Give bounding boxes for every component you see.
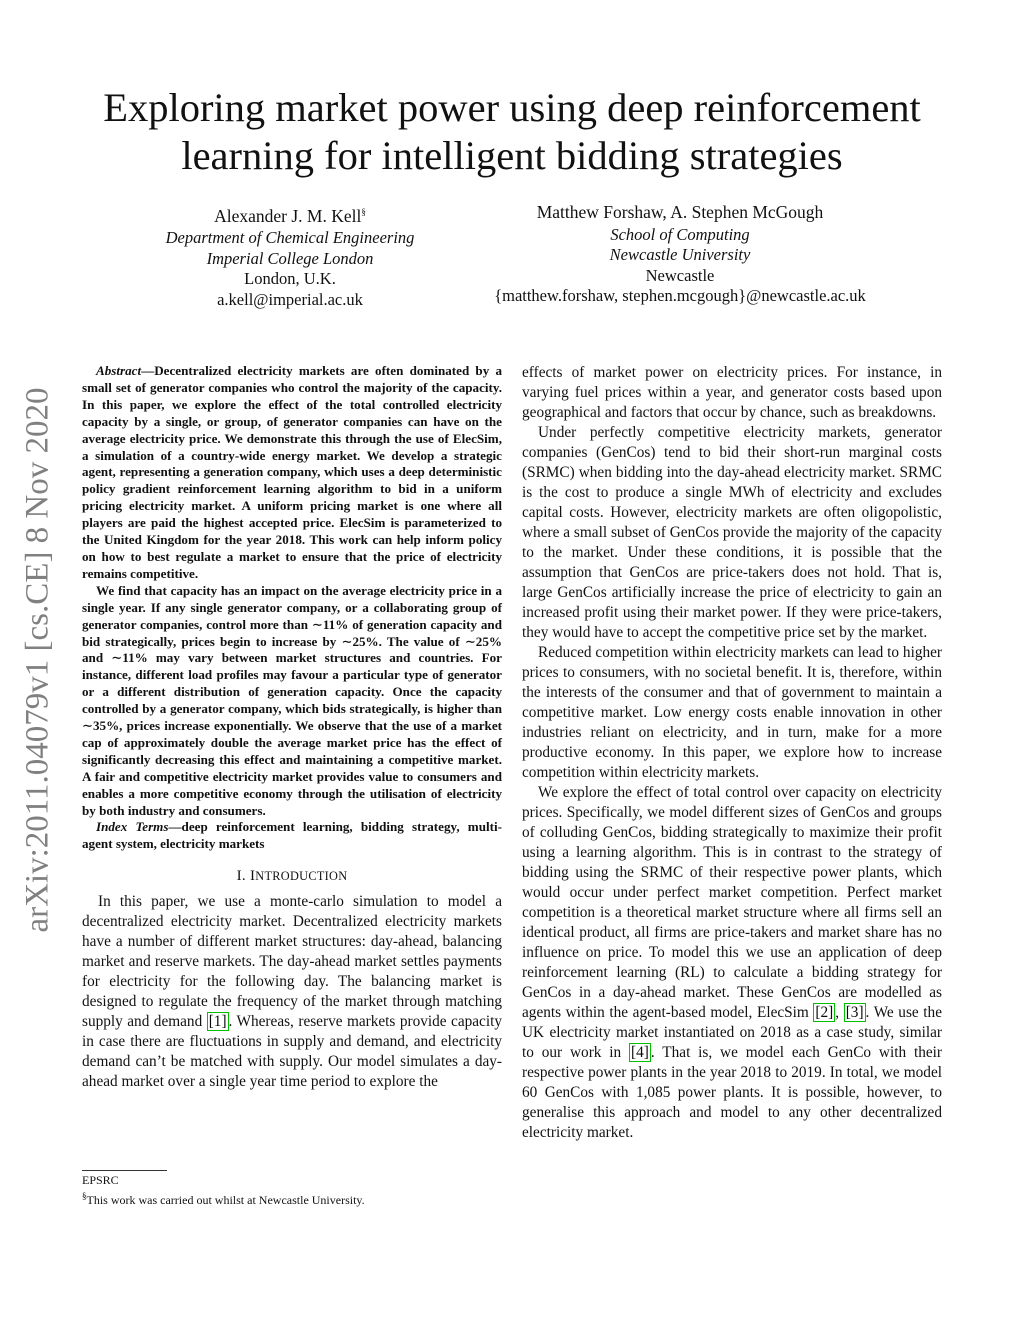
index-terms: —deep reinforcement learning, bidding strategy, multi-agent system, electricity markets bbox=[82, 819, 502, 852]
abstract-paragraph-2: We find that capacity has an impact on the average electricity price in a single year. If any single generator company, or a collaborating group of generator companies, control more than ∼11% of generation capacity and bid strategically, prices begin to increase by ∼25%. The value of ∼25% and ∼11% may vary between market structures and countries. For instance, different load profiles may favour a particular type of generator or a different distribution of generation capacity. Once the capacity controlled by a generator company, which bids strategically, is higher than ∼35%, prices increase exponentially. We observe that the use of a market cap of approximately double the average market price has the effect of significantly decreasing this effect and maintaining a competitive market. A fair and competitive electricity market provides value to consumers and enables a more competitive economy through the utilisation of electricity by both industry and consumers. bbox=[82, 582, 502, 818]
abstract-paragraph-1: —Decentralized electricity markets are often dominated by a small set of generator companies who control the majority of the capacity. In this paper, we explore the effect of the total controlled electricity capacity by a single, or group, of generator companies can have on the average electricity price. We demonstrate this through the use of ElecSim, a simulation of a country-wide energy market. We develop a strategic agent, representing a generation company, which uses a deep deterministic policy gradient reinforcement learning algorithm to bid in a uniform pricing electricity market. A uniform pricing market is one where all players are paid the highest accepted price. ElecSim is parameterized to the United Kingdom for the year 2018. This work can help inform policy on how to best regulate a market to ensure that the price of electricity remains competitive. bbox=[82, 363, 502, 581]
author-department: School of Computing bbox=[610, 224, 750, 244]
body-text: . We use the UK electricity market instantiated on 2018 as a case study, similar to our work in bbox=[522, 1004, 942, 1061]
author-department: Department of Chemical Engineering bbox=[165, 228, 415, 248]
author-location: Newcastle bbox=[645, 265, 715, 285]
section-number: I. I bbox=[236, 868, 256, 885]
intro-paragraph bbox=[82, 892, 502, 1092]
body-text: We explore the effect of total control over capacity on electricity prices. Specifically, we model different sizes of GenCos and groups of colluding GenCos, bidding strategically to maximize their profit using a learning algorithm. This is in contrast to the strategy of bidding using the SRMC of their respective power plants, which would occur under perfect market competition. Perfect market competition is a theoretical market structure where all firms sell an identical product, all firms are price-takers and market share has no influence on price. To model this we use an application of deep reinforcement learning (RL) to calculate a bidding strategy for GenCos in a day-ahead market. These GenCos are modelled as agents within the agent-based model, ElecSim bbox=[522, 784, 942, 1021]
footnote-mark: § bbox=[82, 1190, 87, 1201]
footnotes bbox=[82, 1170, 502, 1208]
title-line-2: learning for intelligent bidding strategies bbox=[181, 133, 843, 178]
author-name: Alexander J. M. Kell bbox=[214, 205, 362, 226]
paper-title bbox=[60, 84, 964, 180]
citation-link[interactable]: [2] bbox=[815, 1004, 834, 1021]
author-location: London, U.K. bbox=[244, 269, 336, 289]
title-line-1: Exploring market power using deep reinforcement bbox=[103, 85, 921, 130]
index-terms-label: Index Terms bbox=[96, 819, 169, 835]
funding-note: EPSRC bbox=[82, 1173, 119, 1187]
abstract-label: Abstract bbox=[96, 363, 142, 378]
author-email: a.kell@imperial.ac.uk bbox=[217, 289, 363, 309]
author-institution: Newcastle University bbox=[609, 245, 751, 264]
author-institution: Imperial College London bbox=[206, 248, 374, 268]
body-paragraph: Under perfectly competitive electricity markets, generator companies (GenCos) tend to bid their short-run marginal costs (SRMC) when bidding into the day-ahead electricity market. SRMC is the cost to produce a single MWh of electricity and excludes capital costs. However, electricity markets are often oligopolistic, where a small subset of GenCos provide the majority of the capacity to the market. Under these conditions, it is possible that the assumption that GenCos are price-takers does not hold. That is, large GenCos artificially increase the price of electricity to gain an increased profit using their market power. If they were price-takers, they would have to accept the competitive price set by the market. bbox=[522, 424, 942, 641]
footnote-mark: § bbox=[361, 207, 366, 217]
body-paragraph: effects of market power on electricity prices. For instance, in varying fuel prices within a year, and generator costs based upon geographical and factors that occur by chance, such as breakdowns. bbox=[522, 364, 942, 421]
author-name: Matthew Forshaw, A. Stephen McGough bbox=[536, 202, 824, 222]
body-paragraph bbox=[522, 783, 942, 1143]
citation-link[interactable]: [3] bbox=[845, 1004, 864, 1021]
arxiv-sidebar bbox=[12, 360, 64, 960]
citation-link[interactable]: [4] bbox=[631, 1044, 649, 1061]
footnote-text: This work was carried out whilst at Newcastle University. bbox=[86, 1192, 365, 1207]
left-column bbox=[82, 363, 502, 1092]
citation-separator: , bbox=[835, 1004, 844, 1021]
author-email: {matthew.forshaw, stephen.mcgough}@newcastle.ac.uk bbox=[494, 286, 866, 305]
footnote-rule bbox=[82, 1170, 167, 1171]
intro-text-cont: . Whereas, reserve markets provide capacity in case there are fluctuations in supply and demand, and electricity demand can’t be matched with supply. Our model simulates a day-ahead market over a single year time period to explore the bbox=[82, 1013, 502, 1091]
body-paragraph: Reduced competition within electricity markets can lead to higher prices to consumers, with no societal benefit. It is, therefore, within the interests of the consumer and that of government to maintain a competitive market. Low energy costs enable innovation in other industries reliant on electricity, and in turn, make for a more productive economy. In this paper, we explore how to increase competition within electricity markets. bbox=[522, 644, 942, 781]
author-block-1 bbox=[120, 202, 460, 310]
abstract bbox=[82, 363, 502, 853]
citation-link[interactable]: [1] bbox=[208, 1013, 227, 1031]
intro-text: In this paper, we use a monte-carlo simulation to model a decentralized electricity market. Decentralized electricity markets have a number of different market structures: day-ahead, balancing market and reserve markets. The day-ahead market settles payments for electricity for the following day. The balancing market is designed to regulate the frequency of the market through matching supply and demand bbox=[82, 893, 502, 1031]
body-text: . That is, we model each GenCo with their respective power plants in the year 2018 to 2019. In total, we model 60 GenCos with 1,085 power plants. It is possible, however, to generalise this approach and model to any other decentralized electricity market. bbox=[522, 1044, 942, 1141]
author-block-2 bbox=[470, 202, 890, 307]
section-heading-introduction bbox=[82, 868, 502, 885]
arxiv-identifier: arXiv:2011.04079v1 [cs.CE] 8 Nov 2020 bbox=[19, 387, 56, 933]
section-title: NTRODUCTION bbox=[255, 869, 348, 884]
right-column bbox=[522, 363, 942, 1143]
